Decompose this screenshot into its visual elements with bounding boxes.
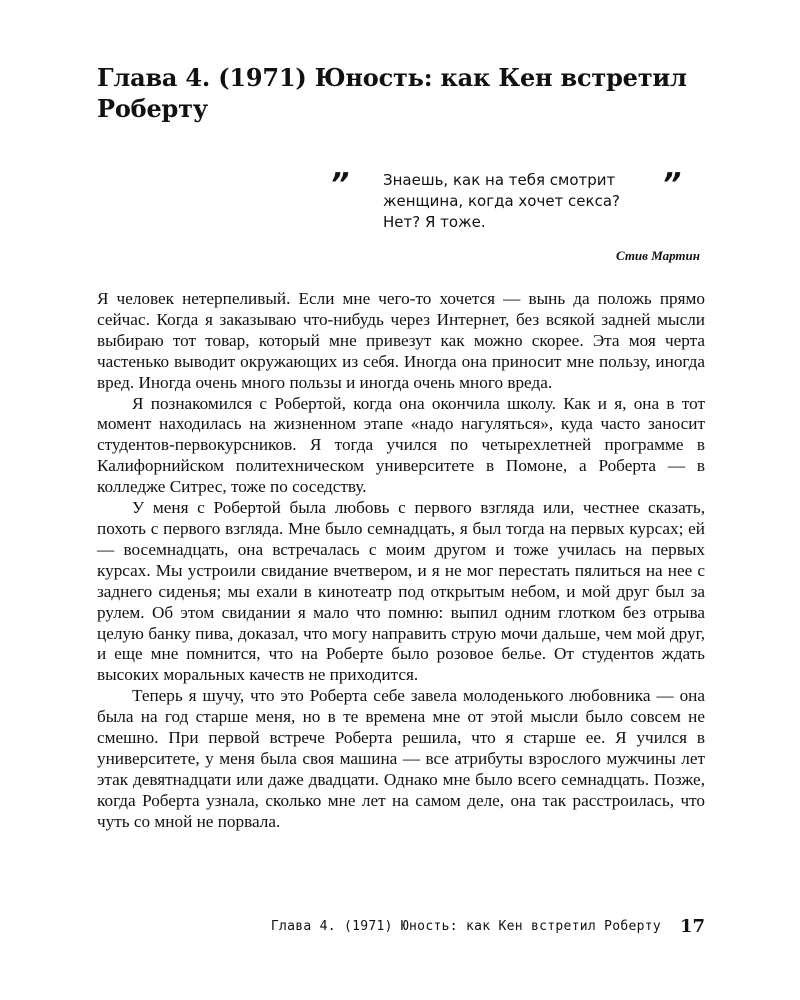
chapter-title: Глава 4. (1971) Юность: как Кен встретил Роберту: [97, 63, 687, 123]
body-paragraph: Я человек нетерпеливый. Если мне чего-то хочется — вынь да положь прямо сейчас. Когда я заказываю что-нибудь через Интернет, без всякой задней мысли выбираю тот товар, который мне привезут как можно скорее. Эта моя черта частенько выводит окружающих из себя. Иногда она приносит мне пользу, иногда вред. Иногда очень много пользы и иногда очень много вреда.: [97, 289, 705, 392]
close-quote-mark: ”: [662, 167, 682, 202]
body-paragraph: У меня с Робертой была любовь с первого взгляда или, честнее сказать, похоть с первого взгляда. Мне было семнадцать, я был тогда на первых курсах; ей — восемнадцать, она встречалась с моим другом и тоже училась на первых курсах. Мы устроили свидание вчетвером, и я не мог перестать пялиться на нее с заднего сиденья; мы ехали в кинотеатр под открытым небом, и мой друг был за рулем. Об этом свидании я мало что помню: выпил одним глотком без отрыва целую банку пива, доказал, что могу направить струю мочи дальше, чем мой друг, и еще мне помнится, что на Роберте было розовое белье. От студентов ждать высоких моральных качеств не приходится.: [97, 498, 705, 685]
body-paragraph: Теперь я шучу, что это Роберта себе завела молоденького любовника — она была на год старше меня, но в те времена мне от этой мысли было совсем не смешно. При первой встрече Роберта решила, что я старше ее. Я учился в университете, у меня была своя машина — все атрибуты взрослого мужчины лет этак девятнадцати или даже двадцати. Однако мне было всего семнадцать. Позже, когда Роберта узнала, сколько мне лет на самом деле, она так расстроилась, что чуть со мной не порвала.: [97, 686, 705, 831]
body-paragraph: Я познакомился с Робертой, когда она окончила школу. Как и я, она в тот момент находилась на жизненном этапе «надо нагуляться», куда часто заносит студентов-первокурсников. Я тогда учился по четырехлетней программе в Калифорнийском политехническом университете в Помоне, а Роберта — в колледже Ситрес, тоже по соседству.: [97, 393, 705, 497]
open-quote-mark: ”: [330, 167, 350, 202]
epigraph-text: Знаешь, как на тебя смотрит женщина, когда хочет секса? Нет? Я тоже.: [383, 171, 620, 231]
chapter-body: [97, 289, 705, 833]
running-footer: [97, 916, 705, 940]
page-number: 17: [679, 916, 705, 937]
running-title: Глава 4. (1971) Юность: как Кен встретил Роберту: [270, 919, 661, 934]
epigraph-author: Стив Мартин: [615, 248, 700, 263]
